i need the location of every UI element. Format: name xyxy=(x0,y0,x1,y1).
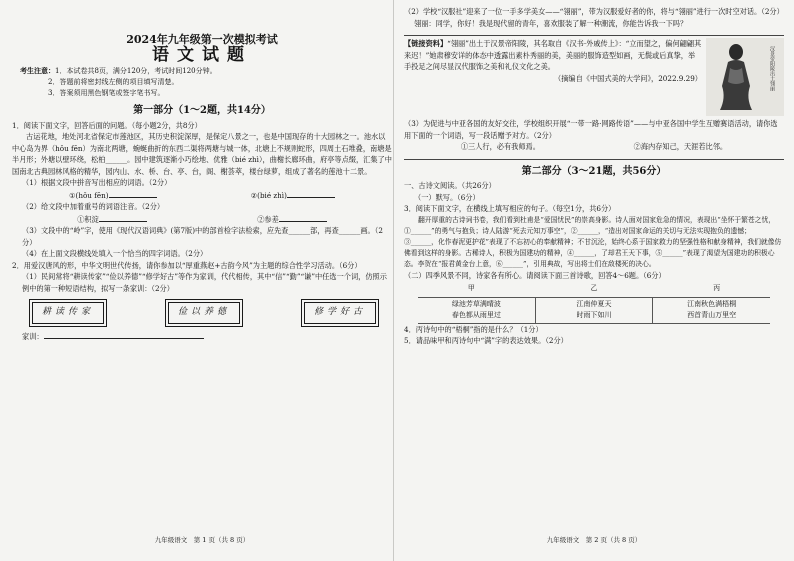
link-source: （摘编自《中国式美的大学问》，2022.9.29） xyxy=(554,73,702,83)
divider xyxy=(404,35,784,36)
poem-headings xyxy=(410,283,778,295)
figure-caption: 汉景帝阳陵出土翎丽 xyxy=(769,46,775,91)
seal-row xyxy=(32,302,376,324)
divider xyxy=(404,159,784,160)
q1-sub2: （2）给文段中加着重号的词语注音。（2分） xyxy=(22,202,165,211)
q1-sub4: （4）在上面文段横线处填入一个恰当的四字词语。（2分） xyxy=(22,249,208,258)
poem-line: 江南仲夏天 xyxy=(576,299,612,308)
figurine-illustration xyxy=(706,38,784,116)
option-2: ②海内存知己，天涯若比邻。 xyxy=(633,142,728,151)
q1-sub2-answers xyxy=(12,213,392,226)
figurine-image xyxy=(706,38,784,116)
poem-b xyxy=(536,298,654,323)
poem-line: 江南秋色满梧桐 xyxy=(687,299,737,308)
subject-title: 语文试题 xyxy=(152,44,252,65)
notice-item: 2．答题前将密封线左侧的项目填写清楚。 xyxy=(48,78,179,86)
answer-blank[interactable] xyxy=(44,330,204,339)
page-1 xyxy=(12,6,392,554)
notice-block xyxy=(20,65,392,99)
q5: 5．请品味甲和丙诗句中“满”字的表达效果。（2分） xyxy=(404,336,568,345)
notice-item: 1．本试卷共8页，满分120分，考试时间120分钟。 xyxy=(55,67,217,75)
seal-xiuxue: 修学好古 xyxy=(304,302,376,324)
q2-stem: 2．用爱汉唐风的形，中华文明世代传扬，请你参加以“厚重燕赵+古韵今风”为主题的综合性学习活动。（6分） xyxy=(12,260,362,270)
seal-gengdu: 耕读传家 xyxy=(32,302,104,324)
page-gutter xyxy=(393,0,394,561)
q1-sub2-b: ②参差 xyxy=(257,214,279,224)
link-label: 【链接资料】 xyxy=(404,39,448,48)
poem-head-b: 乙 xyxy=(590,284,598,292)
q1-stem: 1．阅读下面文字，回答后面的问题。（每小题2分，共8分） xyxy=(12,120,202,130)
part-1-title: 第一部分（1～2题，共14分） xyxy=(133,105,271,116)
link-text: “翎丽”出土于汉景帝阳陵，其名取自《汉书·外戚传上》：“立而望之，偏何翩翩其来迟！”她肃穆安详的体态中透露出素朴秀丽的美，美丽的服饰造型如画，无鬓或后真挚，举手投足之间尽显汉代服饰之美和礼仪文化之美。 xyxy=(404,39,702,71)
q1-sub1-answers xyxy=(12,189,392,202)
answer-blank[interactable] xyxy=(109,189,157,198)
q4: 4．丙诗句中的“梧桐”指的是什么？（1分） xyxy=(404,324,543,334)
q2-sub2: （2）学校“汉服社”迎来了一位一手多学美女——“翎丽”，带为汉服爱好者的你，将与“翎丽”进行一次时空对话。（2分） xyxy=(404,7,784,16)
q1-sub2-a: ①积淀 xyxy=(77,214,99,224)
answer-blank[interactable] xyxy=(287,189,335,198)
answer-blank[interactable] xyxy=(99,213,147,222)
poem-a xyxy=(418,298,536,323)
notice-item: 3．答案须用黑色钢笔或签字笔书写。 xyxy=(48,89,165,97)
section-1-title: 一、古诗文阅读。（共26分） xyxy=(404,181,496,190)
q3-passage: 翻开厚重的古诗词书卷，我们看到杜甫是“爱国忧民”的崇高身影。诗人面对国家危急的情况，表现出“坐怀于繁苍之忧，①______”的勇气与抱负；诗人陆游“死去元知万事空”，②______，“造出对国家命运的关切与无法实现抱负的遗憾；③______，化作春泥更护花”表现了不忘初心的奉献精神；不甘沉沦，始终心系于国家救力的坚强性格和献身精神，我们就像仿佛看到这样的身影。古稀诗人，积极为国建功的精神，④______，了却君王天下事，⑤______”表现了渴望为国建功的积极心态。李贺在“报君黄金台上意，⑥______”，引用典故，写出将士们在敌楼死的决心。 xyxy=(404,215,782,268)
page-footer: 九年级语文 第 1 页（共 8 页） xyxy=(154,535,250,544)
q2-sub3-options xyxy=(404,141,784,153)
section-1-sub1: （一）默写。（6分） xyxy=(414,192,480,202)
poem-line: 春色都从雨里过 xyxy=(451,311,501,319)
poem-head-c: 丙 xyxy=(713,284,721,292)
q2-answer-label: 家训： xyxy=(22,332,44,341)
q2-sub2-reply: 翎丽：同学，你好！我是现代留的青年，喜欢服装了解一种潮流，你能告诉我一下吗？ xyxy=(414,18,688,28)
q1-sub1: （1）根据文段中拼音写出相应的词语。（2分） xyxy=(22,178,172,187)
q1-sub1-a: ①(hǒu fēn) xyxy=(69,190,109,200)
poem-c xyxy=(653,298,770,323)
poem-line: 西首青山万里空 xyxy=(687,311,737,319)
q2-sub3: （3）为促进与中亚各国的友好交往，学校组织开展“一带一路·网路传语”——与中亚各国中学生互赠赛语活动，请你选用下面的一个词语，写一段话赠予对方。（2分） xyxy=(404,119,778,140)
page-2 xyxy=(404,6,784,554)
exam-title: 2024年九年级第一次模拟考试 xyxy=(126,33,278,46)
poem-table xyxy=(418,297,770,324)
q2-sub1: （1）民间常将“耕读传家”“俭以养德”“修学好古”等作为家训，代代相传，其中“信”“勤”“谦”中任选一个词，仿照示例中的第一种短语结构，拟写一条家训：（2分） xyxy=(22,272,387,293)
seal-jianyi: 俭以养德 xyxy=(168,302,240,324)
q1-passage: 古运花地，地处河北省保定市莲池区，其历史积淀深厚，是保定八景之一，也是中国现存的十大园林之一。池水以中心岛为界（hǒu fēn）为南北两塘，蜿蜒曲折的东西二渠将两塘与城一体，北塘上不规则蛇形，四周土石堆叠，南塘是半月形；外塘以壁环绕，松柏______。园中建筑逐渐小巧绘地、优雅（bié zhì），曲榭长廊环曲，府亭等点缀，汇集了中国南北古典园林风格的精华，园内山、水、桥、台、亭、台，阁、榭荟萃，楼台绿萝，组成了著名的莲池十二景。 xyxy=(12,132,392,176)
q2-answer-line xyxy=(12,330,392,343)
part-2-title: 第二部分（3～21题，共56分） xyxy=(521,165,667,177)
notice-label: 考生注意： xyxy=(20,66,55,75)
page-footer: 九年级语文 第 2 页（共 8 页） xyxy=(546,535,642,544)
option-1: ①三人行，必有我师焉。 xyxy=(460,142,540,151)
q1-sub1-b: ②(bié zhì) xyxy=(250,190,287,200)
section-1-sub2: （二）四季风景不同，诗家各有所心。请阅读下面三首诗歌，回答4～6题。（6分） xyxy=(404,270,666,280)
poem-head-a: 甲 xyxy=(467,284,475,292)
answer-blank[interactable] xyxy=(279,213,327,222)
q3-stem: 3．阅读下面文字，在横线上填写相应的句子。（每空1分，共6分） xyxy=(404,204,616,213)
q1-sub3: （3）文段中的“岭”字，使用《现代汉语词典》(第7版)中的部首检字法检索，应先查______部，再查______画。（2分） xyxy=(22,226,383,247)
poem-line: 绿池芳草满晴波 xyxy=(451,299,501,308)
poem-line: 时雨下如川 xyxy=(576,311,612,319)
